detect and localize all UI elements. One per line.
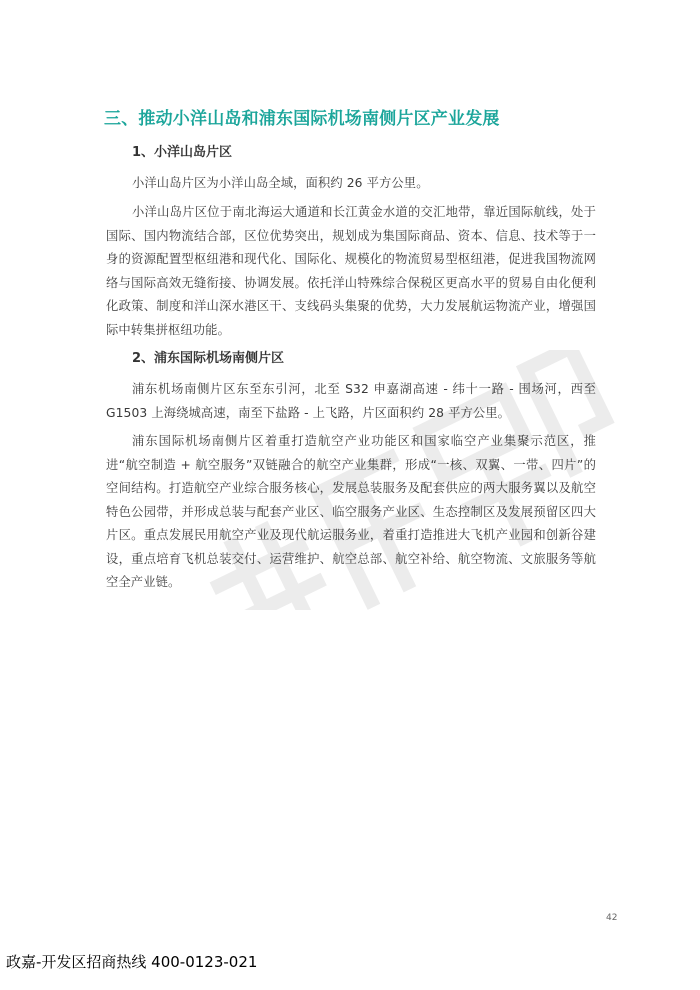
paragraph-pudong-airport-description: 浦东国际机场南侧片区着重打造航空产业功能区和国家临空产业集聚示范区，推进“航空制造 + 航空服务”双链融合的航空产业集群，形成“一核、双翼、一带、四片”的空间结构。打造航空产业综合服务核心，发展总装服务及配套供应的两大服务翼以及航空特色公园带，并形成总装与配套产业区、临空服务产业区、生态控制区及发展预留区四大片区。重点发展民用航空产业及现代航运服务业，着重打造推进大飞机产业园和创新谷建设，重点培育飞机总装交付、运营维护、航空总部、航空补给、航空物流、文旅服务等航空全产业链。 [106,434,596,589]
paragraph-pudong-airport-boundaries: 浦东机场南侧片区东至东引河，北至 S32 申嘉湖高速 - 纬十一路 - 围场河，西至 G1503 上海绕城高速，南至下盐路 - 上飞路，片区面积约 28 平方公里。 [106,382,596,420]
footer-hotline: 政嘉-开发区招商热线 400-0123-021 [6,953,258,971]
section-title: 三、推动小洋山岛和浦东国际机场南侧片区产业发展 [104,109,500,129]
paragraph-xiaoyangshan-description: 小洋山岛片区位于南北海运大通道和长江黄金水道的交汇地带，靠近国际航线，处于国际、国内物流结合部，区位优势突出，规划成为集国际商品、资本、信息、技术等于一身的资源配置型枢纽港和现代化、国际化、规模化的物流贸易型枢纽港，促进我国物流网络与国际高效无缝衔接、协调发展。依托洋山特殊综合保税区更高水平的贸易自由化便利化政策、制度和洋山深水港区干、支线码头集聚的优势，大力发展航运物流产业，增强国际中转集拼枢纽功能。 [106,205,596,337]
paragraph-xiaoyangshan-area: 小洋山岛片区为小洋山岛全域，面积约 26 平方公里。 [132,176,429,190]
subsection-heading-pudong-airport: 2、浦东国际机场南侧片区 [132,351,285,366]
page-number: 42 [606,913,618,923]
subsection-heading-xiaoyangshan: 1、小洋山岛片区 [132,145,233,160]
